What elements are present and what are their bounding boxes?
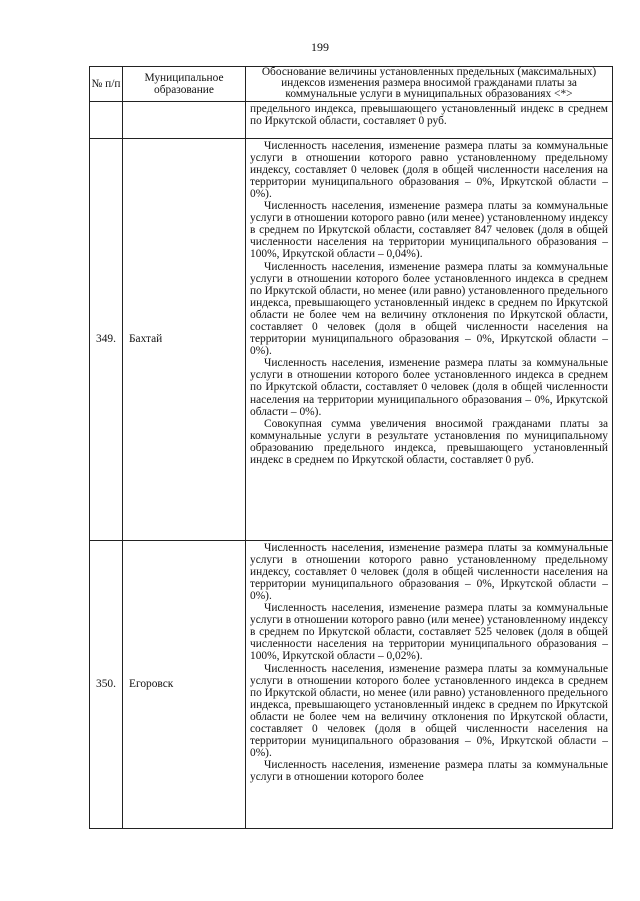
municipality-name: Бахтай	[123, 138, 246, 540]
indices-table	[89, 66, 613, 829]
table-header-row	[90, 67, 613, 102]
row-number: 349.	[90, 138, 123, 540]
description-paragraph: Совокупная сумма увеличения вносимой гражданами платы за коммунальные услуги в результате установления по муниципальному образованию предельного индекса, превышающего установленный индекс в среднем по Иркутской области, составляет 0 руб.	[250, 417, 608, 467]
description-paragraph: Численность населения, изменение размера платы за коммунальные услуги в отношении которого равно установленному предельному индексу, составляет 0 человек (доля в общей численности населения на территории муниципального образования – 0%, Иркутской области – 0%).	[250, 541, 608, 602]
cell-description	[246, 540, 613, 828]
page-number: 199	[311, 40, 329, 54]
header-description: Обоснование величины установленных предельных (максимальных) индексов изменения размера вносимой гражданами платы за коммунальные услуги в муниципальных образованиях <*>	[246, 67, 613, 102]
description-paragraph: Численность населения, изменение размера платы за коммунальные услуги в отношении которого равно (или менее) установленному индексу в среднем по Иркутской области, составляет 847 человек (доля в общей численности населения на территории муниципального образования – 100%, Иркутской области – 0,04%).	[250, 200, 608, 261]
description-paragraph: Численность населения, изменение размера платы за коммунальные услуги в отношении которого более установленного индекса в среднем по Иркутской области, но менее (или равно) установленного предельного индекса, превышающего установленный индекс в среднем по Иркутской области не более чем на величину отклонения по Иркутской области, составляет 0 человек (доля в общей численности населения на территории муниципального образования – 0%, Иркутской области – 0%).	[250, 260, 609, 358]
description-paragraph: Численность населения, изменение размера платы за коммунальные услуги в отношении которого равно (или менее) установленному индексу в среднем по Иркутской области, составляет 525 человек (доля в общей численности населения на территории муниципального образования – 100%, Иркутской области – 0,02%).	[250, 602, 608, 663]
continuation-paragraph: предельного индекса, превышающего установленный индекс в среднем по Иркутской области, составляет 0 руб.	[250, 102, 608, 127]
cell-municipality-empty	[123, 101, 246, 138]
table-row-continuation	[90, 101, 613, 138]
description-paragraph: Численность населения, изменение размера платы за коммунальные услуги в отношении которого более установленного индекса в среднем по Иркутской области, составляет 0 человек (доля в общей численности населения на территории муниципального образования – 0%, Иркутской области – 0%).	[250, 357, 608, 418]
table-row	[90, 138, 613, 540]
row-number: 350.	[90, 540, 123, 828]
cell-number-empty	[90, 101, 123, 138]
cell-description	[246, 138, 613, 540]
description-paragraph: Численность населения, изменение размера платы за коммунальные услуги в отношении которого равно установленному предельному индексу, составляет 0 человек (доля в общей численности населения на территории муниципального образования – 0%, Иркутской области – 0%).	[250, 139, 608, 200]
table-row	[90, 540, 613, 828]
description-paragraph: Численность населения, изменение размера платы за коммунальные услуги в отношении которого более установленного индекса в среднем по Иркутской области, но менее (или равно) установленного предельного индекса, превышающего установленный индекс в среднем по Иркутской области не более чем на величину отклонения по Иркутской области, составляет 0 человек (доля в общей численности населения на территории муниципального образования – 0%, Иркутской области – 0%).	[250, 662, 609, 760]
cell-description	[246, 101, 613, 138]
header-municipality: Муниципальное образование	[123, 67, 246, 102]
description-paragraph: Численность населения, изменение размера платы за коммунальные услуги в отношении которого более	[250, 759, 608, 784]
municipality-name: Егоровск	[123, 540, 246, 828]
header-number: № п/п	[90, 67, 123, 102]
